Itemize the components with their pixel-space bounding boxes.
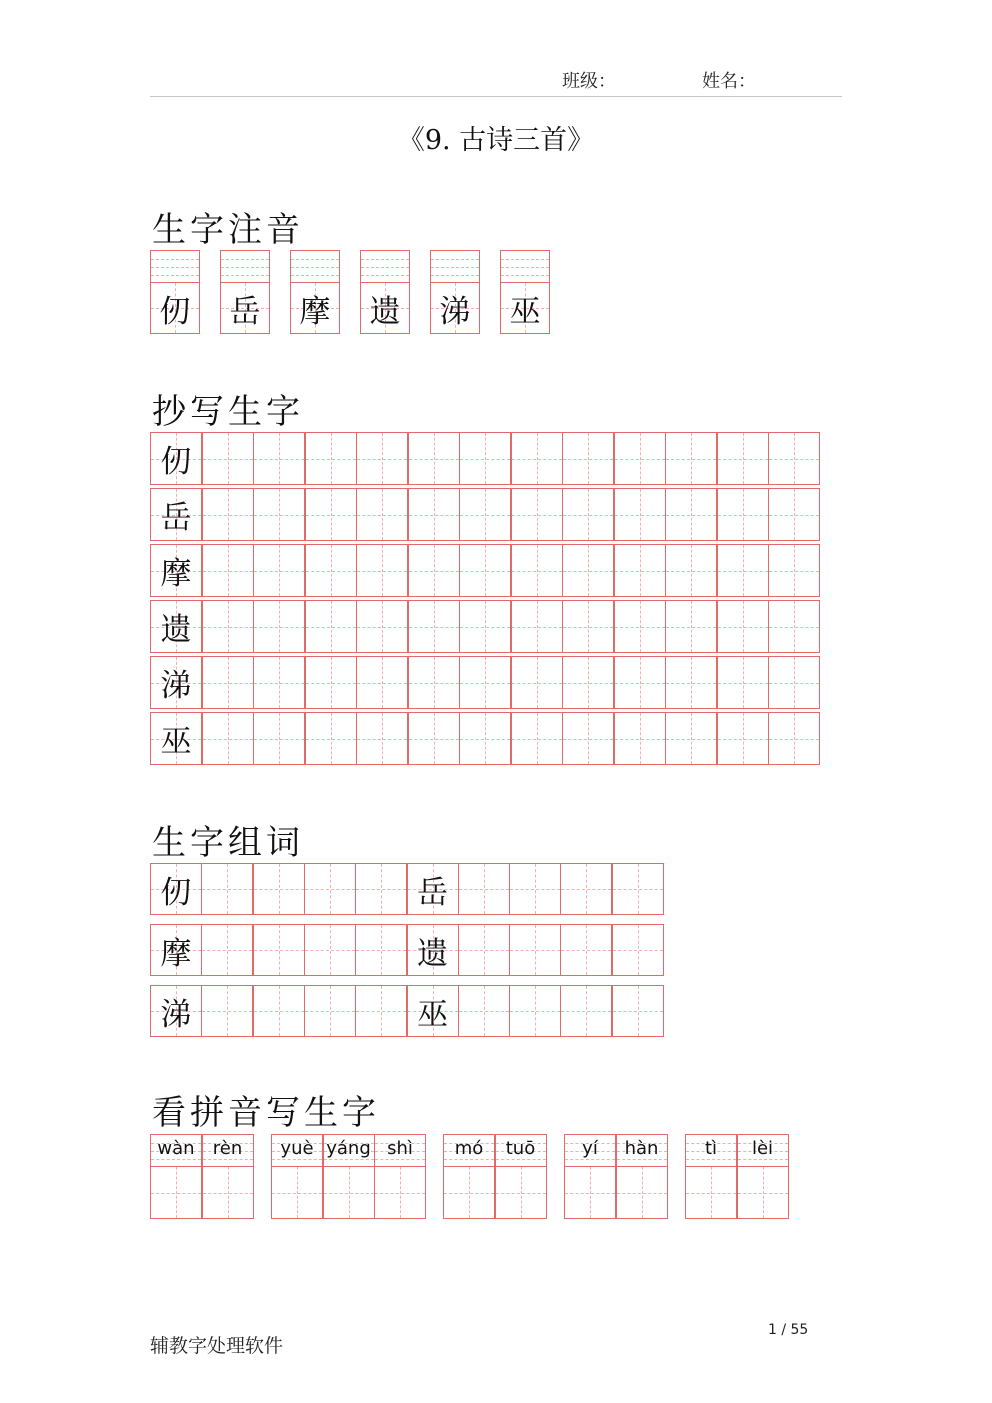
- pinyin-text: tì: [704, 1138, 718, 1159]
- character: 岳: [160, 500, 192, 536]
- word-model-cell: [407, 863, 459, 915]
- zhuyin-char-cell: [290, 282, 340, 334]
- word-blank-cell: [355, 924, 407, 976]
- copy-blank-cell: [305, 712, 357, 765]
- word-model-cell: [150, 863, 202, 915]
- section-title-pinyin-write: 看拼音写生字: [152, 1093, 380, 1133]
- word-blank-cell: [612, 924, 664, 976]
- word-blank-cell: [253, 985, 305, 1037]
- copy-blank-cell: [408, 488, 460, 541]
- copy-blank-cell: [511, 488, 563, 541]
- copy-model-cell: [150, 544, 202, 597]
- pinyin-text: lèi: [751, 1138, 774, 1159]
- copy-blank-cell: [202, 656, 254, 709]
- copy-blank-cell: [253, 656, 305, 709]
- copy-blank-cell: [717, 544, 769, 597]
- character: 仞: [159, 293, 191, 330]
- word-blank-cell: [355, 863, 407, 915]
- copy-blank-cell: [665, 712, 717, 765]
- copy-blank-cell: [408, 712, 460, 765]
- word-model-cell: [407, 924, 459, 976]
- copy-blank-cell: [202, 432, 254, 485]
- copy-blank-cell: [202, 712, 254, 765]
- copy-blank-cell: [202, 600, 254, 653]
- copy-blank-cell: [408, 432, 460, 485]
- pinyin-write-cell: [443, 1166, 495, 1219]
- word-blank-cell: [458, 863, 510, 915]
- word-blank-cell: [201, 863, 253, 915]
- word-blank-cell: [201, 924, 253, 976]
- copy-model-cell: [150, 712, 202, 765]
- word-model-cell: [150, 924, 202, 976]
- copy-blank-cell: [408, 600, 460, 653]
- copy-blank-cell: [253, 544, 305, 597]
- copy-blank-cell: [356, 432, 408, 485]
- copy-model-cell: [150, 600, 202, 653]
- copy-blank-cell: [356, 544, 408, 597]
- copy-blank-cell: [614, 544, 666, 597]
- pinyin-write-cell: [374, 1166, 426, 1219]
- pinyin-cell: [150, 250, 200, 282]
- copy-blank-cell: [511, 600, 563, 653]
- copy-blank-cell: [511, 432, 563, 485]
- copy-blank-cell: [562, 600, 614, 653]
- word-blank-cell: [509, 863, 561, 915]
- copy-blank-cell: [459, 712, 511, 765]
- copy-blank-cell: [459, 544, 511, 597]
- copy-blank-cell: [305, 544, 357, 597]
- copy-blank-cell: [614, 488, 666, 541]
- copy-blank-cell: [768, 432, 820, 485]
- word-model-cell: [407, 985, 459, 1037]
- pinyin-cell: [202, 1134, 254, 1166]
- word-blank-cell: [458, 985, 510, 1037]
- word-blank-cell: [509, 985, 561, 1037]
- word-model-cell: [150, 985, 202, 1037]
- copy-blank-cell: [665, 488, 717, 541]
- pinyin-cell: [685, 1134, 737, 1166]
- character: 巫: [417, 996, 448, 1033]
- copy-blank-cell: [665, 544, 717, 597]
- copy-blank-cell: [768, 600, 820, 653]
- zhuyin-char-cell: [150, 282, 200, 334]
- pinyin-write-cell: [737, 1166, 789, 1219]
- zhuyin-char-cell: [220, 282, 270, 334]
- footer-software: 辅教字处理软件: [150, 1335, 284, 1357]
- copy-blank-cell: [459, 488, 511, 541]
- page-number: 1 / 55: [768, 1322, 809, 1338]
- pinyin-cell: [500, 250, 550, 282]
- section-title-zuci: 生字组词: [152, 823, 304, 863]
- word-blank-cell: [560, 863, 612, 915]
- zhuyin-char-cell: [500, 282, 550, 334]
- character: 摩: [160, 556, 192, 592]
- pinyin-cell: [430, 250, 480, 282]
- pinyin-write-cell: [323, 1166, 375, 1219]
- copy-blank-cell: [562, 544, 614, 597]
- section-title-chaoxie: 抄写生字: [152, 392, 304, 432]
- pinyin-cell: [220, 250, 270, 282]
- pinyin-cell: [495, 1134, 547, 1166]
- copy-blank-cell: [356, 656, 408, 709]
- word-blank-cell: [304, 985, 356, 1037]
- character: 遗: [160, 612, 192, 648]
- character: 摩: [299, 293, 331, 330]
- pinyin-cell: [150, 1134, 202, 1166]
- copy-blank-cell: [202, 544, 254, 597]
- copy-blank-cell: [665, 432, 717, 485]
- pinyin-text: yáng: [326, 1138, 371, 1159]
- copy-blank-cell: [665, 600, 717, 653]
- pinyin-write-cell: [495, 1166, 547, 1219]
- pinyin-write-cell: [271, 1166, 323, 1219]
- character: 巫: [509, 293, 541, 330]
- copy-blank-cell: [459, 432, 511, 485]
- pinyin-text: hàn: [624, 1138, 659, 1159]
- section-title-zhuyin: 生字注音: [152, 210, 304, 250]
- character: 仞: [160, 444, 192, 480]
- pinyin-cell: [290, 250, 340, 282]
- word-blank-cell: [509, 924, 561, 976]
- pinyin-text: yuè: [280, 1138, 314, 1159]
- copy-blank-cell: [511, 712, 563, 765]
- copy-blank-cell: [768, 656, 820, 709]
- copy-blank-cell: [253, 432, 305, 485]
- character: 仞: [160, 874, 192, 911]
- copy-model-cell: [150, 432, 202, 485]
- pinyin-text: wàn: [157, 1138, 195, 1159]
- pinyin-cell: [443, 1134, 495, 1166]
- character: 涕: [160, 668, 192, 704]
- character: 岳: [229, 293, 261, 330]
- copy-blank-cell: [356, 712, 408, 765]
- pinyin-cell: [323, 1134, 375, 1166]
- word-blank-cell: [355, 985, 407, 1037]
- copy-model-cell: [150, 656, 202, 709]
- copy-blank-cell: [768, 488, 820, 541]
- pinyin-write-cell: [685, 1166, 737, 1219]
- character: 巫: [160, 724, 192, 760]
- copy-blank-cell: [511, 544, 563, 597]
- copy-blank-cell: [253, 712, 305, 765]
- pinyin-cell: [737, 1134, 789, 1166]
- character: 遗: [417, 935, 448, 972]
- copy-blank-cell: [717, 600, 769, 653]
- word-blank-cell: [560, 924, 612, 976]
- copy-blank-cell: [305, 488, 357, 541]
- pinyin-text: yí: [582, 1138, 598, 1159]
- word-blank-cell: [253, 924, 305, 976]
- copy-blank-cell: [305, 656, 357, 709]
- copy-blank-cell: [768, 712, 820, 765]
- word-blank-cell: [612, 863, 664, 915]
- pinyin-cell: [564, 1134, 616, 1166]
- zhuyin-char-cell: [360, 282, 410, 334]
- pinyin-cell: [360, 250, 410, 282]
- copy-blank-cell: [408, 656, 460, 709]
- copy-blank-cell: [562, 656, 614, 709]
- copy-blank-cell: [305, 432, 357, 485]
- pinyin-write-cell: [564, 1166, 616, 1219]
- character: 摩: [160, 935, 192, 972]
- pinyin-write-cell: [616, 1166, 668, 1219]
- character: 涕: [439, 293, 471, 330]
- word-blank-cell: [612, 985, 664, 1037]
- header-divider: [150, 96, 842, 97]
- copy-blank-cell: [356, 600, 408, 653]
- copy-blank-cell: [459, 600, 511, 653]
- word-blank-cell: [304, 863, 356, 915]
- pinyin-cell: [616, 1134, 668, 1166]
- copy-blank-cell: [717, 432, 769, 485]
- pinyin-text: shì: [387, 1138, 413, 1159]
- copy-blank-cell: [665, 656, 717, 709]
- copy-blank-cell: [305, 600, 357, 653]
- word-blank-cell: [304, 924, 356, 976]
- copy-blank-cell: [562, 432, 614, 485]
- pinyin-text: rèn: [212, 1138, 243, 1159]
- copy-blank-cell: [614, 712, 666, 765]
- copy-blank-cell: [614, 656, 666, 709]
- pinyin-write-cell: [150, 1166, 202, 1219]
- copy-blank-cell: [408, 544, 460, 597]
- copy-blank-cell: [253, 600, 305, 653]
- character: 涕: [160, 996, 192, 1033]
- pinyin-cell: [271, 1134, 323, 1166]
- pinyin-write-cell: [202, 1166, 254, 1219]
- character: 遗: [369, 293, 401, 330]
- word-blank-cell: [560, 985, 612, 1037]
- copy-model-cell: [150, 488, 202, 541]
- pinyin-text: tuō: [505, 1138, 536, 1159]
- word-blank-cell: [201, 985, 253, 1037]
- name-label: 姓名：: [702, 71, 756, 92]
- word-blank-cell: [253, 863, 305, 915]
- character: 岳: [417, 874, 448, 911]
- copy-blank-cell: [253, 488, 305, 541]
- copy-blank-cell: [717, 656, 769, 709]
- copy-blank-cell: [614, 600, 666, 653]
- copy-blank-cell: [356, 488, 408, 541]
- copy-blank-cell: [459, 656, 511, 709]
- copy-blank-cell: [717, 712, 769, 765]
- copy-blank-cell: [562, 488, 614, 541]
- copy-blank-cell: [614, 432, 666, 485]
- pinyin-cell: [374, 1134, 426, 1166]
- copy-blank-cell: [717, 488, 769, 541]
- pinyin-text: mó: [454, 1138, 484, 1159]
- copy-blank-cell: [768, 544, 820, 597]
- copy-blank-cell: [562, 712, 614, 765]
- copy-blank-cell: [202, 488, 254, 541]
- zhuyin-char-cell: [430, 282, 480, 334]
- page-title: 《9. 古诗三首》: [397, 125, 595, 156]
- word-blank-cell: [458, 924, 510, 976]
- copy-blank-cell: [511, 656, 563, 709]
- class-label: 班级：: [562, 71, 616, 92]
